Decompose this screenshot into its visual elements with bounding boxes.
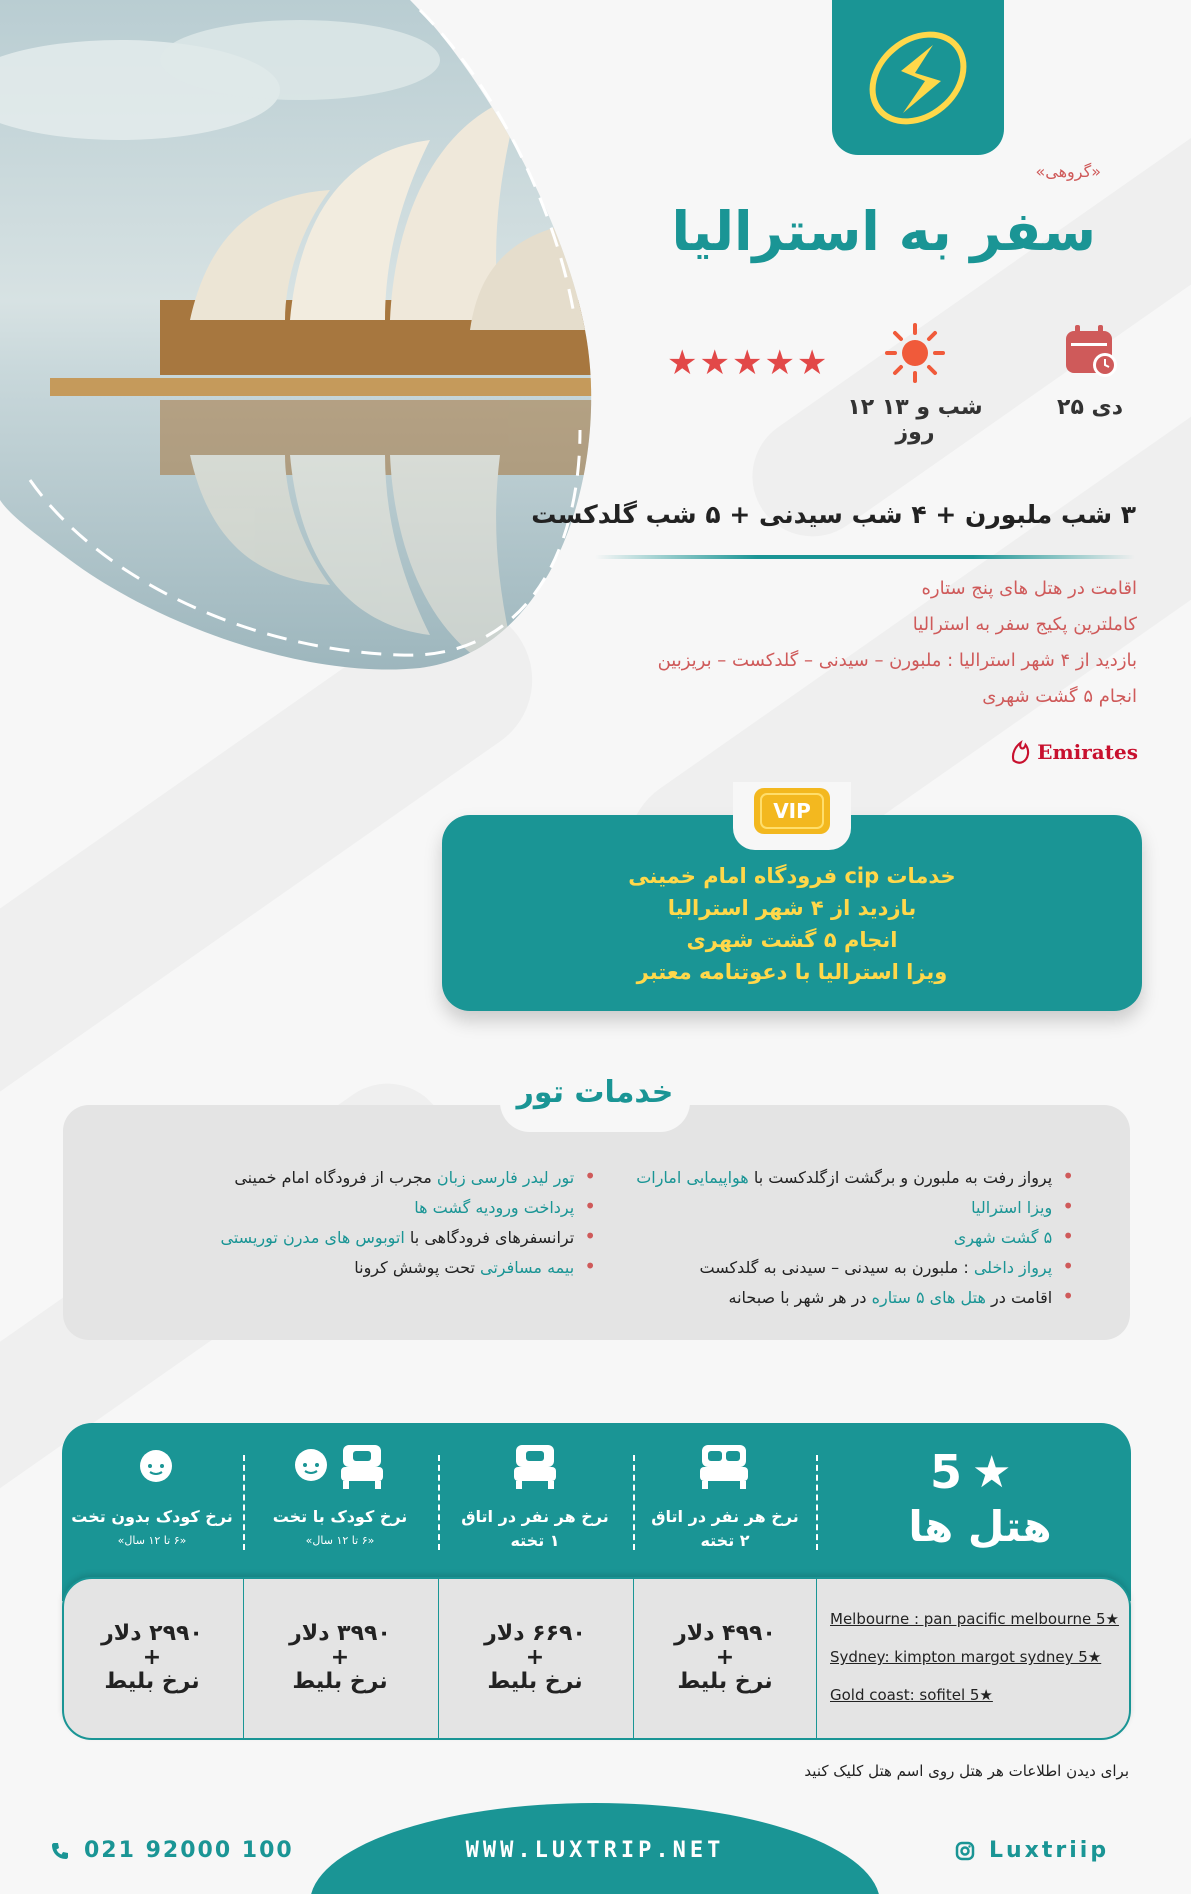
feature-item: کاملترین پکیج سفر به استرالیا bbox=[912, 614, 1137, 635]
vip-badge-label: VIP bbox=[760, 793, 824, 829]
stars-count: 5 bbox=[930, 1445, 963, 1499]
hotel-link-sydney[interactable]: Sydney: kimpton margot sydney 5★ bbox=[830, 1648, 1102, 1666]
route-divider bbox=[595, 555, 1135, 559]
phone-number: 021 92000 100 bbox=[84, 1838, 294, 1863]
route-summary: ۳ شب ملبورن + ۴ شب سیدنی + ۵ شب گلدکست bbox=[531, 500, 1136, 529]
tour-duration: ۱۲ شب و ۱۳ روز bbox=[847, 395, 983, 445]
phone-contact[interactable] bbox=[50, 1838, 294, 1863]
website-link[interactable]: WWW.LUXTRIP.NET bbox=[465, 1838, 725, 1863]
rating-stars-icon: ★★★★★ bbox=[667, 343, 830, 383]
hotel-link-goldcoast[interactable]: Gold coast: sofitel 5★ bbox=[830, 1686, 993, 1704]
child-bed-icon bbox=[293, 1443, 385, 1491]
feature-item: اقامت در هتل های پنج ستاره bbox=[921, 578, 1137, 599]
child-face-icon bbox=[138, 1448, 174, 1484]
service-item: • پرواز داخلی : ملبورن به سیدنی – سیدنی به گلدکست bbox=[700, 1254, 1075, 1278]
group-label: «گروهی» bbox=[1035, 162, 1101, 181]
service-item: • ترانسفرهای فرودگاهی با اتوبوس های مدرن توریستی bbox=[221, 1224, 596, 1248]
service-item: • اقامت در هتل های ۵ ستاره در هر شهر با صبحانه bbox=[728, 1284, 1074, 1308]
airline-name: Emirates bbox=[1037, 740, 1138, 764]
vip-badge bbox=[754, 788, 830, 834]
services-title: خدمات تور bbox=[516, 1075, 674, 1110]
service-item: • ۵ گشت شهری bbox=[954, 1224, 1074, 1248]
instagram-handle: Luxtriip bbox=[989, 1838, 1110, 1863]
brand-logo[interactable] bbox=[832, 0, 1004, 155]
col-header-child-nobed: نرخ کودک بدون تخت «۶ تا ۱۲ سال» bbox=[71, 1507, 233, 1547]
hotels-label: هتل ها bbox=[908, 1502, 1052, 1551]
col-header-child-bed: نرخ کودک با تخت «۶ تا ۱۲ سال» bbox=[272, 1507, 408, 1547]
tour-date: ۲۵ دی bbox=[1057, 395, 1123, 420]
hotel-link-melbourne[interactable]: Melbourne : pan pacific melbourne 5★ bbox=[830, 1610, 1119, 1628]
sun-icon bbox=[885, 323, 945, 383]
service-item: • ویزا استرالیا bbox=[971, 1194, 1074, 1218]
service-item: • پرداخت ورودیه گشت ها bbox=[414, 1194, 596, 1218]
page-title: سفر به استرالیا bbox=[671, 200, 1096, 263]
price-child-nobed: ۲۹۹۰ دلار + نرخ بلیط bbox=[101, 1621, 203, 1694]
service-item: • پرواز رفت به ملبورن و برگشت ازگلدکست با هواپیمایی امارات bbox=[636, 1164, 1074, 1188]
col-header-double: نرخ هر نفر در اتاق ۲ تخته bbox=[651, 1507, 799, 1550]
double-bed-icon bbox=[698, 1443, 750, 1491]
service-item: • بیمه مسافرتی تحت پوشش کرونا bbox=[354, 1254, 596, 1278]
hotel-stars bbox=[930, 1445, 1011, 1499]
star-icon: ★ bbox=[972, 1446, 1012, 1498]
brand-logo-icon bbox=[863, 23, 973, 133]
vip-item: انجام ۵ گشت شهری bbox=[686, 928, 898, 952]
phone-icon bbox=[50, 1841, 70, 1861]
price-double: ۴۹۹۰ دلار + نرخ بلیط bbox=[674, 1621, 776, 1694]
calendar-icon bbox=[1063, 323, 1119, 379]
service-item: • تور لیدر فارسی زبان مجرب از فرودگاه امام خمینی bbox=[234, 1164, 596, 1188]
vip-item: ویزا استرالیا با دعوتنامه معتبر bbox=[636, 960, 948, 984]
price-single: ۶۶۹۰ دلار + نرخ بلیط bbox=[484, 1621, 586, 1694]
single-bed-icon bbox=[512, 1443, 558, 1491]
price-child-bed: ۳۹۹۰ دلار + نرخ بلیط bbox=[289, 1621, 391, 1694]
feature-item: انجام ۵ گشت شهری bbox=[982, 686, 1137, 707]
instagram-icon bbox=[955, 1841, 975, 1861]
vip-item: بازدید از ۴ شهر استرالیا bbox=[667, 896, 917, 920]
vip-item: خدمات cip فرودگاه امام خمینی bbox=[628, 864, 956, 888]
col-header-single: نرخ هر نفر در اتاق ۱ تخته bbox=[461, 1507, 609, 1550]
emirates-emblem-icon bbox=[1010, 734, 1031, 770]
hero-opera-house-image bbox=[0, 0, 600, 670]
feature-item: بازدید از ۴ شهر استرالیا : ملبورن – سیدنی – گلدکست – بریزبین bbox=[657, 650, 1137, 671]
hotel-click-note: برای دیدن اطلاعات هر هتل روی اسم هتل کلیک کنید bbox=[804, 1762, 1129, 1780]
airline-logo bbox=[1010, 730, 1138, 774]
instagram-contact[interactable] bbox=[955, 1838, 1109, 1863]
